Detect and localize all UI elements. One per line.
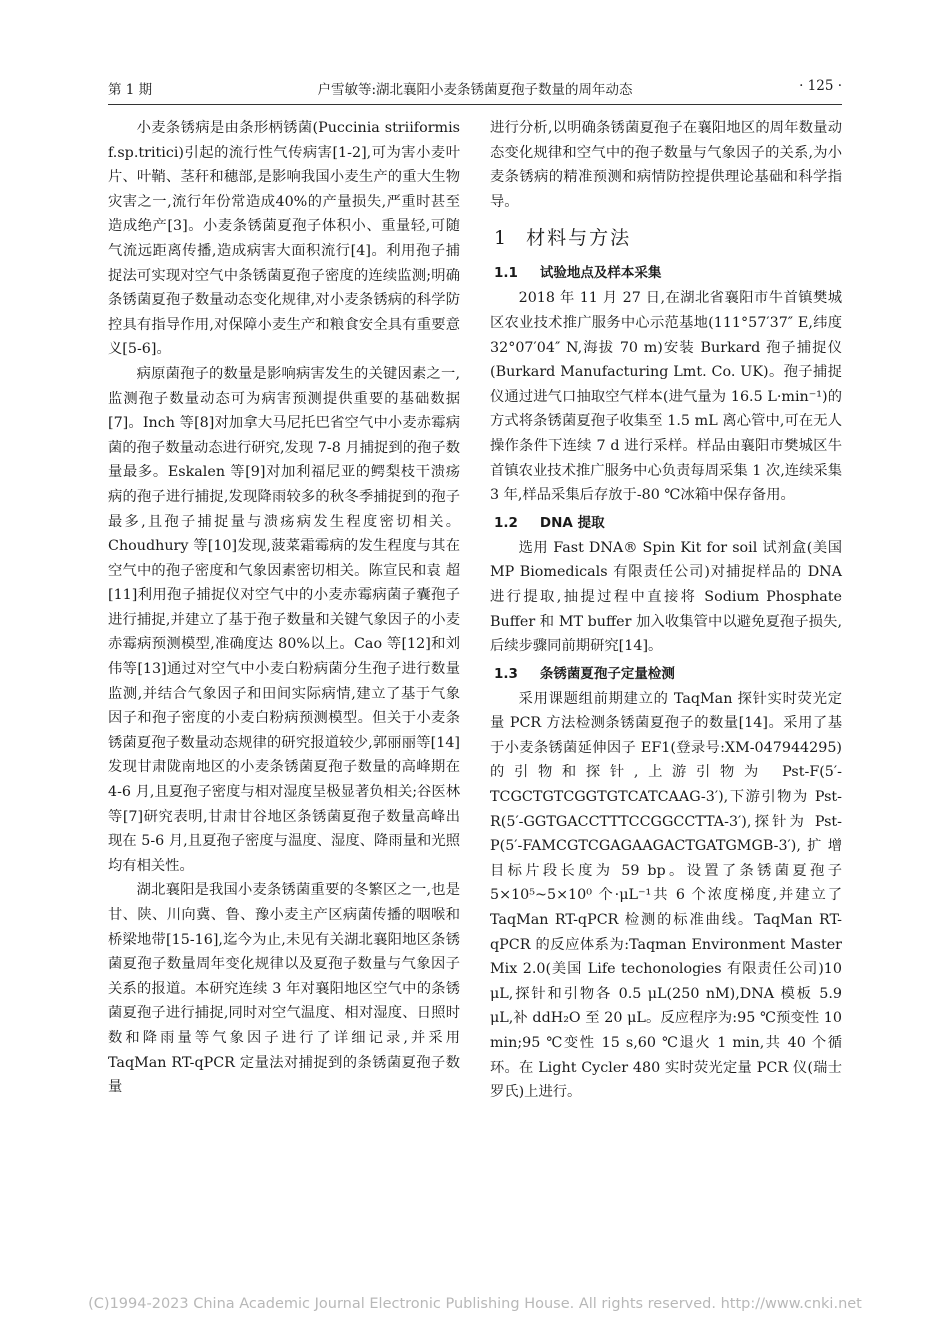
sampling-paragraph: 2018 年 11 月 27 日,在湖北省襄阳市牛首镇樊城区农业技术推广服务中心示范基地(111°57′37″ E,纬度 32°07′04″ N,海拔 70 m)安装 Burkard 孢子捕捉仪(Burkard Manufacturing Lmt. Co. UK)。孢子捕捉仪通过进气口抽取空气样本(进气量为 16.5 L·min⁻¹)的方式将条锈菌夏孢子收集至 1.5 mL 离心管中,可在无人操作条件下连续 7 d 进行采样。样品由襄阳市樊城区牛首镇农业技术推广服务中心负责每周采集 1 次,连续采集 3 年,样品采集后存放于-80 ℃冰箱中保存备用。 xyxy=(490,290,842,504)
intro-paragraph-2: 病原菌孢子的数量是影响病害发生的关键因素之一,监测孢子数量动态可为病害预测提供重要的基础数据[7]。Inch 等[8]对加拿大马尼托巴省空气中小麦赤霉病菌的孢子数量动态进行研究,发现 7-8 月捕捉到的孢子数量最多。Eskalen 等[9]对加利福尼亚的鳄梨枝干溃疡病的孢子进行捕捉,发现降雨较多的秋冬季捕捉到的孢子最多,且孢子捕捉量与溃疡病发生程度密切相关。Choudhury 等[10]发现,菠菜霜霉病的发生程度与其在空气中的孢子密度和气象因素密切相关。陈宣民和袁 超[11]利用孢子捕捉仪对空气中的小麦赤霉病菌子囊孢子进行捕捉,并建立了基于孢子数量和关键气象因子的小麦赤霉病预测模型,准确度达 80%以上。Cao 等[12]和刘 伟等[13]通过对空气中小麦白粉病菌分生孢子进行数量监测,并结合气象因子和田间实际病情,建立了基于气象因子和孢子密度的小麦白粉病预测模型。但关于小麦条锈菌夏孢子数量动态规律的研究报道较少,郭丽丽等[14]发现甘肃陇南地区的小麦条锈菌夏孢子数量的高峰期在 4-6 月,且夏孢子密度与相对湿度呈极显著负相关;谷医林等[7]研究表明,甘肃甘谷地区条锈菌夏孢子数量高峰出现在 5-6 月,且夏孢子密度与温度、湿度、降雨量和光照均有相关性。 xyxy=(108,365,460,874)
subsection-number: 1.1 xyxy=(494,265,518,282)
copyright-footer: (C)1994-2023 China Academic Journal Electronic Publishing House. All rights reserved. http://www.cnki.net xyxy=(88,1296,862,1312)
subsection-number: 1.2 xyxy=(494,514,518,531)
issue-number: 第 1 期 xyxy=(108,82,153,98)
intro-paragraph-continued: 进行分析,以明确条锈菌夏孢子在襄阳地区的周年数量动态变化规律和空气中的孢子数量与气象因子的关系,为小麦条锈病的精准预测和病情防控提供理论基础和科学指导。 xyxy=(490,120,842,210)
section-title: 材料与方法 xyxy=(526,227,632,250)
running-header xyxy=(108,78,842,100)
section-heading-1 xyxy=(494,222,842,254)
subsection-number: 1.3 xyxy=(494,665,518,682)
left-column xyxy=(108,116,460,1100)
subsection-heading-1-3 xyxy=(494,661,842,687)
right-column xyxy=(490,116,842,1105)
subsection-title: DNA 提取 xyxy=(539,514,605,531)
intro-paragraph-3: 湖北襄阳是我国小麦条锈菌重要的冬繁区之一,也是甘、陕、川向冀、鲁、豫小麦主产区病菌传播的咽喉和桥梁地带[15-16],迄今为止,未见有关湖北襄阳地区条锈菌夏孢子数量周年变化规律以及夏孢子数量与气象因子关系的报道。本研究连续 3 年对襄阳地区空气中的条锈菌夏孢子进行捕捉,同时对空气温度、相对湿度、日照时数和降雨量等气象因子进行了详细记录,并采用 TaqMan RT-qPCR 定量法对捕捉到的条锈菌夏孢子数量 xyxy=(108,882,460,1096)
qpcr-paragraph: 采用课题组前期建立的 TaqMan 探针实时荧光定量 PCR 方法检测条锈菌夏孢子的数量[14]。采用了基于小麦条锈菌延伸因子 EF1(登录号:XM-047944295)的引物和探针,上游引物为 Pst-F(5′-TCGCTGTCGGTGTCATCAAG-3′),下游引物为 Pst-R(5′-GGTGACCTTTCCGGCCTTA-3′),探针为 Pst-P(5′-FAMCGTCGAGAAGACTGATGMGB-3′),扩增目标片段长度为 59 bp。设置了条锈菌夏孢子 5×10⁵~5×10⁰ 个·μL⁻¹共 6 个浓度梯度,并建立了 TaqMan RT-qPCR 检测的标准曲线。TaqMan RT-qPCR 的反应体系为:Taqman Environment Master Mix 2.0(美国 Life techonologies 有限责任公司)10 μL,探针和引物各 0.5 μL(250 nM),DNA 模板 5.9 μL,补 ddH₂O 至 20 μL。反应程序为:95 ℃预变性 10 min;95 ℃变性 15 s,60 ℃退火 1 min,共 40 个循环。在 Light Cycler 480 实时荧光定量 PCR 仪(瑞士罗氏)上进行。 xyxy=(490,690,842,1101)
running-title: 户雪敏等:湖北襄阳小麦条锈菌夏孢子数量的周年动态 xyxy=(317,82,633,98)
dna-extraction-paragraph: 选用 Fast DNA® Spin Kit for soil 试剂盒(美国 MP Biomedicals 有限责任公司)对捕捉样品的 DNA 进行提取,抽提过程中直接将 Sodium Phosphate Buffer 和 MT buffer 加入收集管中以避免夏孢子损失,后续步骤同前期研究[14]。 xyxy=(490,539,842,655)
page-number: · 125 · xyxy=(799,78,842,94)
subsection-title: 条锈菌夏孢子定量检测 xyxy=(539,665,675,682)
subsection-heading-1-1 xyxy=(494,260,842,286)
subsection-heading-1-2 xyxy=(494,510,842,536)
subsection-title: 试验地点及样本采集 xyxy=(539,265,662,282)
section-number: 1 xyxy=(494,227,509,250)
header-rule xyxy=(108,104,842,105)
intro-paragraph-1: 小麦条锈病是由条形柄锈菌(Puccinia striiformis f.sp.tritici)引起的流行性气传病害[1-2],可为害小麦叶片、叶鞘、茎秆和穗部,是影响我国小麦生产的重大生物灾害之一,流行年份常造成40%的产量损失,严重时甚至造成绝产[3]。小麦条锈菌夏孢子体积小、重量轻,可随气流远距离传播,造成病害大面积流行[4]。利用孢子捕捉法可实现对空气中条锈菌夏孢子密度的连续监测;明确条锈菌夏孢子数量动态变化规律,对小麦条锈病的科学防控具有指导作用,对保障小麦生产和粮食安全具有重要意义[5-6]。 xyxy=(108,120,460,358)
